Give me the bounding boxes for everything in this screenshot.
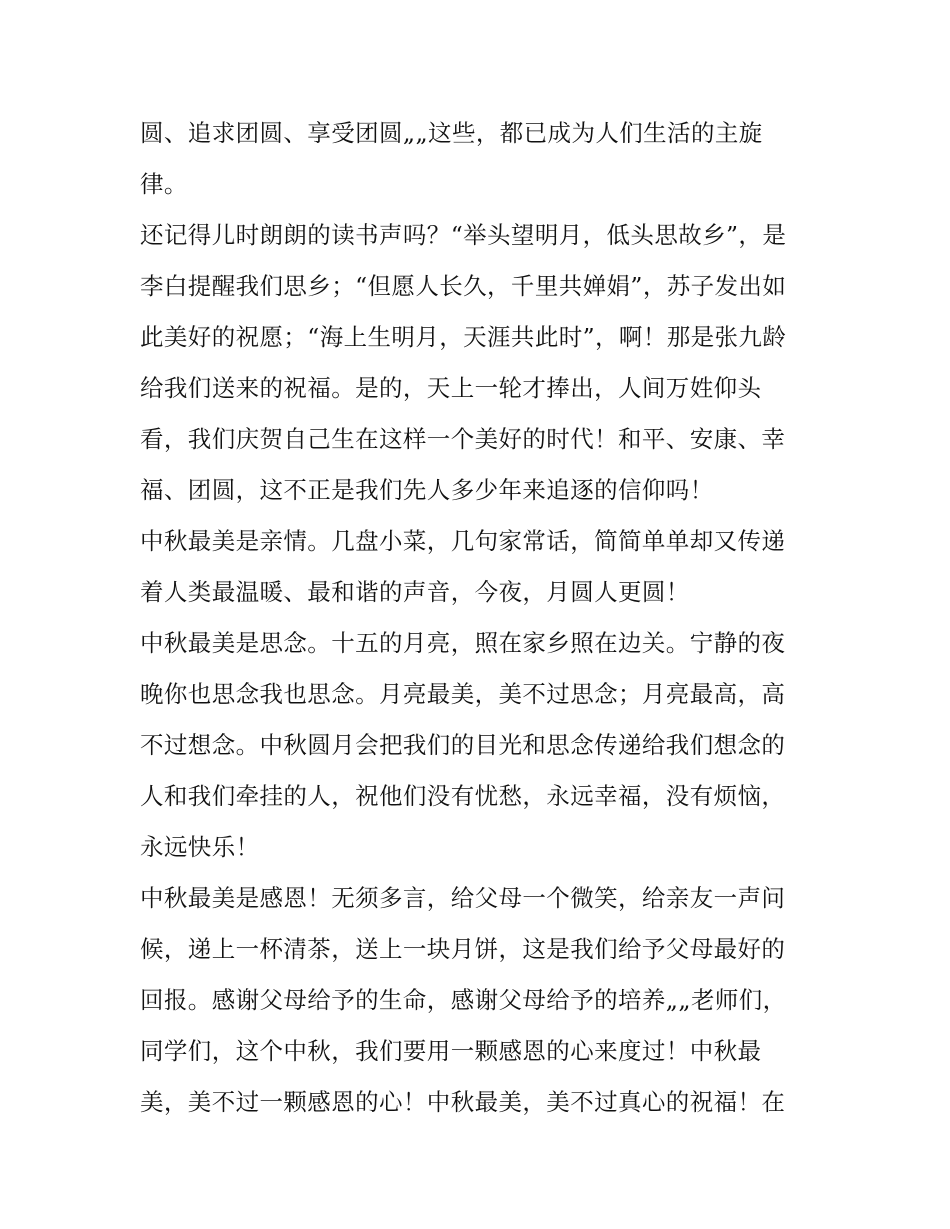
text-line: 回报。感谢父母给予的生命，感谢父母给予的培养„„老师们，: [140, 986, 787, 1014]
text-line: 晚你也思念我也思念。月亮最美，美不过思念；月亮最高，高: [140, 680, 786, 708]
text-line: 此美好的祝愿；“海上生明月，天涯共此时”，啊！那是张九龄: [140, 323, 787, 351]
text-line: 永远快乐！: [140, 833, 260, 861]
text-line: 美，美不过一颗感恩的心！中秋最美，美不过真心的祝福！在: [140, 1088, 786, 1116]
text-line: 还记得儿时朗朗的读书声吗？“举头望明月，低头思故乡”，是: [140, 221, 787, 249]
text-line: 中秋最美是亲情。几盘小菜，几句家常话，简简单单却又传递: [140, 527, 786, 555]
text-line: 中秋最美是感恩！无须多言，给父母一个微笑，给亲友一声问: [140, 884, 786, 912]
text-line: 福、团圆，这不正是我们先人多少年来追逐的信仰吗！: [140, 476, 714, 504]
text-line: 李白提醒我们思乡；“但愿人长久，千里共婵娟”，苏子发出如: [140, 272, 787, 300]
text-line: 不过想念。中秋圆月会把我们的目光和思念传递给我们想念的: [140, 731, 786, 759]
text-line: 人和我们牵挂的人，祝他们没有忧愁，永远幸福，没有烦恼，: [140, 782, 786, 810]
text-line: 律。: [140, 170, 188, 198]
text-line: 着人类最温暖、最和谐的声音，今夜，月圆人更圆！: [140, 578, 690, 606]
text-line: 同学们，这个中秋，我们要用一颗感恩的心来度过！中秋最: [140, 1037, 762, 1065]
text-line: 看，我们庆贺自己生在这样一个美好的时代！和平、安康、幸: [140, 425, 786, 453]
text-line: 圆、追求团圆、享受团圆„„这些，都已成为人们生活的主旋: [140, 119, 763, 147]
text-line: 给我们送来的祝福。是的，天上一轮才捧出，人间万姓仰头: [140, 374, 762, 402]
text-line: 中秋最美是思念。十五的月亮，照在家乡照在边关。宁静的夜: [140, 629, 786, 657]
body-text: [140, 108, 815, 1128]
text-line: 候，递上一杯清茶，送上一块月饼，这是我们给予父母最好的: [140, 935, 786, 963]
